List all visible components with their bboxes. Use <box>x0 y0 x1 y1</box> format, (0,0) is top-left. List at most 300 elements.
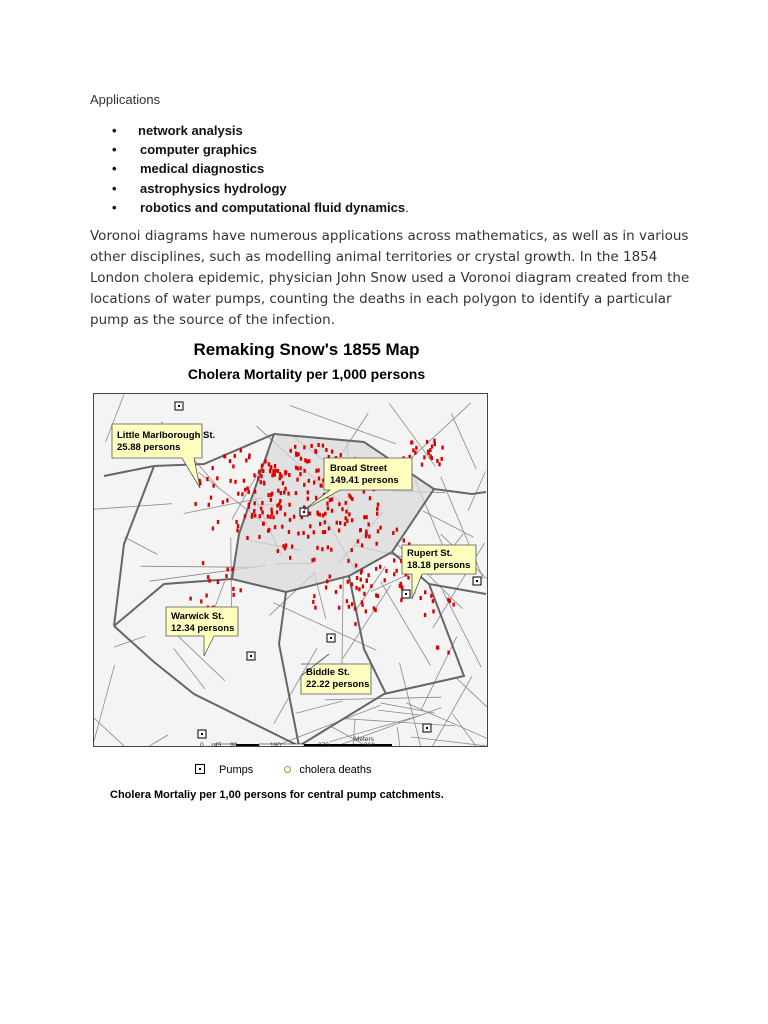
street-line <box>451 413 476 469</box>
death-marker <box>226 498 228 502</box>
death-marker <box>282 481 284 485</box>
death-marker <box>363 515 365 519</box>
death-marker <box>200 599 202 603</box>
death-marker <box>400 598 402 602</box>
death-marker <box>259 514 261 518</box>
death-marker <box>206 477 208 481</box>
death-marker <box>270 493 272 497</box>
death-marker <box>441 457 443 461</box>
figure-title: Remaking Snow's 1855 Map <box>193 340 420 359</box>
death-marker <box>251 515 253 519</box>
death-marker <box>222 500 224 504</box>
death-marker <box>347 580 349 584</box>
death-marker <box>309 524 311 528</box>
death-marker <box>318 477 320 481</box>
death-marker <box>319 513 321 517</box>
death-marker <box>312 600 314 604</box>
death-marker <box>347 559 349 563</box>
death-marker <box>254 490 256 494</box>
street-line <box>457 678 488 707</box>
death-marker <box>341 507 343 511</box>
death-marker <box>279 507 281 511</box>
death-marker <box>284 487 286 491</box>
section-heading: Applications <box>90 92 161 107</box>
death-marker <box>291 545 293 549</box>
death-marker <box>294 445 296 449</box>
death-marker <box>401 585 403 589</box>
death-marker <box>287 492 289 496</box>
figure-subtitle: Cholera Mortality per 1,000 persons <box>187 366 426 382</box>
death-marker <box>315 469 317 473</box>
death-marker <box>374 608 376 612</box>
death-marker <box>329 575 331 579</box>
death-marker <box>284 470 286 474</box>
legend-deaths-label: cholera deaths <box>299 764 372 776</box>
death-marker <box>384 578 386 582</box>
death-marker <box>322 513 324 517</box>
death-marker <box>217 580 219 584</box>
map-legend <box>195 764 371 776</box>
scale-ticks <box>198 738 468 752</box>
pump-marker <box>247 652 255 660</box>
death-marker <box>277 549 279 553</box>
death-marker <box>351 518 353 522</box>
street-line <box>400 663 421 746</box>
death-marker <box>339 585 341 589</box>
death-marker <box>368 535 370 539</box>
death-marker <box>235 520 237 524</box>
death-marker <box>227 568 229 572</box>
death-marker <box>283 491 285 495</box>
street-line <box>344 719 455 726</box>
death-marker <box>212 466 214 470</box>
death-marker <box>392 531 394 535</box>
death-marker <box>361 543 363 547</box>
street-line <box>125 537 158 554</box>
death-marker <box>368 522 370 526</box>
death-marker <box>320 484 322 488</box>
death-marker <box>234 454 236 458</box>
death-marker <box>412 448 414 452</box>
death-marker <box>237 492 239 496</box>
death-marker <box>361 603 363 607</box>
death-marker <box>271 473 273 477</box>
death-marker <box>208 503 210 507</box>
street-line <box>174 649 205 690</box>
pump-marker <box>423 724 431 732</box>
death-marker <box>297 452 299 456</box>
death-marker <box>407 576 409 580</box>
pump-marker <box>300 508 308 516</box>
scale-unit: Meters <box>354 736 374 743</box>
death-marker <box>403 539 405 543</box>
death-marker <box>274 473 276 477</box>
death-marker <box>385 569 387 573</box>
death-marker <box>329 498 331 502</box>
street-line <box>114 636 145 647</box>
death-marker <box>254 514 256 518</box>
death-marker <box>307 535 309 539</box>
death-marker <box>322 444 324 448</box>
death-marker <box>377 503 379 507</box>
death-marker <box>354 607 356 611</box>
scale-tick-label: 45 <box>214 742 222 749</box>
death-marker <box>253 509 255 513</box>
callout-name: Broad Street <box>330 463 388 474</box>
street-line <box>423 511 473 537</box>
death-marker <box>436 459 438 463</box>
legend-pumps-label: Pumps <box>219 764 254 776</box>
street-line <box>433 676 473 746</box>
death-marker <box>327 545 329 549</box>
death-marker <box>327 506 329 510</box>
death-marker <box>447 598 449 602</box>
death-marker <box>453 603 455 607</box>
pump-legend-icon <box>195 764 205 774</box>
death-marker <box>281 525 283 529</box>
death-marker <box>290 449 292 453</box>
death-marker <box>280 474 282 478</box>
callout-little-marlborough <box>112 424 215 488</box>
death-marker <box>393 572 395 576</box>
death-marker <box>270 498 272 502</box>
death-marker <box>314 449 316 453</box>
pump-marker <box>327 634 335 642</box>
body-paragraph: Voronoi diagrams have numerous applications across mathematics, as well as in various other disciplines, such as modelling animal territories or crystal growth. In the 1854 London cholera epidemic, physician John Snow used a Voronoi diagram created from the locations of water pumps, counting the deaths in each polygon to identify a particular pump as the source of the infection. <box>90 228 690 328</box>
death-marker <box>315 496 317 500</box>
death-marker <box>310 444 312 448</box>
death-marker <box>212 527 214 531</box>
death-marker <box>376 512 378 516</box>
death-marker <box>411 440 413 444</box>
street-line <box>174 632 225 681</box>
death-marker <box>324 520 326 524</box>
death-marker <box>307 490 309 494</box>
death-marker <box>360 578 362 582</box>
death-marker <box>189 597 191 601</box>
death-marker <box>248 490 250 494</box>
death-marker <box>277 489 279 493</box>
death-marker <box>254 501 256 505</box>
death-marker <box>357 539 359 543</box>
death-marker <box>335 590 337 594</box>
pump-marker <box>175 402 183 410</box>
death-marker <box>355 564 357 568</box>
death-marker <box>263 482 265 486</box>
death-marker <box>300 457 302 461</box>
death-marker <box>223 454 225 458</box>
death-marker <box>217 520 219 524</box>
death-marker <box>430 594 432 598</box>
death-marker <box>244 514 246 518</box>
pump-marker <box>473 577 481 585</box>
bullet-icon: • <box>112 142 117 158</box>
death-marker <box>326 579 328 583</box>
death-marker <box>393 558 395 562</box>
death-marker <box>317 443 319 447</box>
death-marker <box>258 470 260 474</box>
scale-tick-label: 270 <box>318 742 329 749</box>
death-marker <box>308 479 310 483</box>
callout-warwick-st <box>166 607 238 656</box>
bullet-icon: • <box>112 161 117 177</box>
death-marker <box>369 496 371 500</box>
death-marker <box>232 464 234 468</box>
death-marker <box>208 579 210 583</box>
death-marker <box>319 522 321 526</box>
death-marker <box>297 532 299 536</box>
death-marker <box>415 446 417 450</box>
death-marker <box>236 529 238 533</box>
death-marker <box>351 602 353 606</box>
death-marker <box>274 525 276 529</box>
death-marker <box>207 575 209 579</box>
death-marker <box>447 651 449 655</box>
death-marker <box>216 476 218 480</box>
death-marker <box>339 521 341 525</box>
pump-marker <box>402 590 410 598</box>
street-line <box>94 718 124 746</box>
callout-name: Warwick St. <box>171 611 224 622</box>
death-marker <box>325 586 327 590</box>
callout-name: Little Marlborough St. <box>117 430 216 441</box>
death-marker <box>379 526 381 530</box>
death-marker <box>424 613 426 617</box>
bullet-icon: • <box>112 180 117 196</box>
death-marker <box>367 573 369 577</box>
death-marker <box>328 527 330 531</box>
death-marker <box>379 565 381 569</box>
death-marker <box>233 593 235 597</box>
death-marker <box>248 505 250 509</box>
death-marker <box>326 502 328 506</box>
death-marker <box>274 469 276 473</box>
death-marker <box>293 515 295 519</box>
death-marker <box>303 469 305 473</box>
street-line <box>94 504 172 510</box>
scale-tick-label: 0 <box>200 742 204 749</box>
death-marker <box>261 511 263 515</box>
map-image <box>93 393 488 747</box>
death-marker <box>365 530 367 534</box>
death-marker <box>237 524 239 528</box>
death-marker <box>424 590 426 594</box>
death-marker <box>277 469 279 473</box>
death-marker <box>434 442 436 446</box>
death-marker <box>303 445 305 449</box>
death-marker <box>351 497 353 501</box>
death-marker <box>362 585 364 589</box>
death-marker <box>202 561 204 565</box>
death-marker <box>375 593 377 597</box>
death-marker <box>261 464 263 468</box>
death-marker <box>232 567 234 571</box>
death-marker <box>271 511 273 515</box>
death-marker <box>436 646 438 650</box>
death-marker <box>375 567 377 571</box>
death-marker <box>308 459 310 463</box>
death-marker <box>263 522 265 526</box>
bullet-icon: • <box>112 123 117 138</box>
death-marker <box>311 558 313 562</box>
death-marker <box>370 584 372 588</box>
death-marker <box>299 466 301 470</box>
death-marker <box>441 446 443 450</box>
death-marker <box>346 599 348 603</box>
death-marker <box>264 460 266 464</box>
death-marker <box>421 463 423 467</box>
scale-tick-label: 90 <box>230 742 238 749</box>
death-marker <box>331 497 333 501</box>
death-marker <box>366 579 368 583</box>
death-marker <box>232 587 234 591</box>
death-marker <box>260 507 262 511</box>
street-line <box>296 701 342 713</box>
death-marker <box>246 486 248 490</box>
death-marker <box>356 576 358 580</box>
death-marker <box>316 546 318 550</box>
death-legend-icon <box>284 766 291 773</box>
death-marker <box>365 515 367 519</box>
death-marker <box>284 512 286 516</box>
death-marker <box>269 469 271 473</box>
death-marker <box>346 519 348 523</box>
death-marker <box>360 528 362 532</box>
death-marker <box>268 528 270 532</box>
death-marker <box>270 508 272 512</box>
death-marker <box>331 509 333 513</box>
death-marker <box>423 455 425 459</box>
callout-name: Biddle St. <box>306 667 350 678</box>
street-line <box>343 585 391 658</box>
street-line <box>274 603 377 650</box>
death-marker <box>279 499 281 503</box>
death-marker <box>396 528 398 532</box>
death-marker <box>289 556 291 560</box>
callout-value: 25.88 persons <box>117 442 181 453</box>
death-marker <box>272 515 274 519</box>
street-line <box>94 665 115 741</box>
death-marker <box>245 458 247 462</box>
street-line <box>325 697 441 700</box>
death-marker <box>288 530 290 534</box>
death-marker <box>274 464 276 468</box>
death-marker <box>258 535 260 539</box>
death-marker <box>260 474 262 478</box>
death-marker <box>338 502 340 506</box>
death-marker <box>262 469 264 473</box>
death-marker <box>285 543 287 547</box>
death-marker <box>295 452 297 456</box>
death-marker <box>316 511 318 515</box>
callout-value: 149.41 persons <box>330 475 399 486</box>
death-marker <box>355 586 357 590</box>
death-marker <box>430 454 432 458</box>
snow-cholera-map-figure <box>90 340 487 805</box>
death-marker <box>248 453 250 457</box>
death-marker <box>261 501 263 505</box>
death-marker <box>432 599 434 603</box>
death-marker <box>303 483 305 487</box>
street-line <box>409 403 471 460</box>
death-marker <box>348 605 350 609</box>
death-marker <box>269 515 271 519</box>
street-line <box>231 537 232 612</box>
death-marker <box>225 574 227 578</box>
death-marker <box>351 582 353 586</box>
death-marker <box>324 530 326 534</box>
death-marker <box>330 548 332 552</box>
death-marker <box>376 507 378 511</box>
death-marker <box>313 530 315 534</box>
death-marker <box>361 569 363 573</box>
death-marker <box>338 606 340 610</box>
death-marker <box>304 458 306 462</box>
death-marker <box>431 445 433 449</box>
death-marker <box>299 472 301 476</box>
death-marker <box>297 466 299 470</box>
death-marker <box>276 510 278 514</box>
death-marker <box>345 501 347 505</box>
death-marker <box>246 536 248 540</box>
death-marker <box>432 609 434 613</box>
death-marker <box>363 592 365 596</box>
death-marker <box>229 479 231 483</box>
death-marker <box>205 594 207 598</box>
death-marker <box>267 493 269 497</box>
death-marker <box>270 465 272 469</box>
death-marker <box>267 515 269 519</box>
scale-tick-label: 180 <box>270 742 281 749</box>
death-marker <box>313 481 315 485</box>
pump-marker <box>198 730 206 738</box>
death-marker <box>365 609 367 613</box>
death-marker <box>336 521 338 525</box>
death-marker <box>289 518 291 522</box>
death-marker <box>309 512 311 516</box>
callout-name: Rupert St. <box>407 548 453 559</box>
death-marker <box>288 503 290 507</box>
death-marker <box>358 587 360 591</box>
death-marker <box>229 459 231 463</box>
death-marker <box>295 491 297 495</box>
death-marker <box>344 522 346 526</box>
death-marker <box>376 542 378 546</box>
death-marker <box>260 480 262 484</box>
death-marker <box>257 477 259 481</box>
death-marker <box>351 548 353 552</box>
death-marker <box>234 480 236 484</box>
death-marker <box>345 510 347 514</box>
death-marker <box>321 547 323 551</box>
street-line <box>342 576 343 668</box>
death-marker <box>354 622 356 626</box>
death-marker <box>331 450 333 454</box>
callout-value: 12.34 persons <box>171 623 235 634</box>
figure-caption: Cholera Mortaliy per 1,00 persons for central pump catchments. <box>110 789 444 801</box>
callout-value: 18.18 persons <box>407 560 471 571</box>
death-marker <box>377 529 379 533</box>
death-marker <box>338 529 340 533</box>
death-marker <box>314 606 316 610</box>
death-marker <box>396 569 398 573</box>
death-marker <box>276 504 278 508</box>
death-marker <box>240 449 242 453</box>
death-marker <box>313 594 315 598</box>
death-marker <box>244 488 246 492</box>
death-marker <box>212 484 214 488</box>
death-marker <box>240 588 242 592</box>
